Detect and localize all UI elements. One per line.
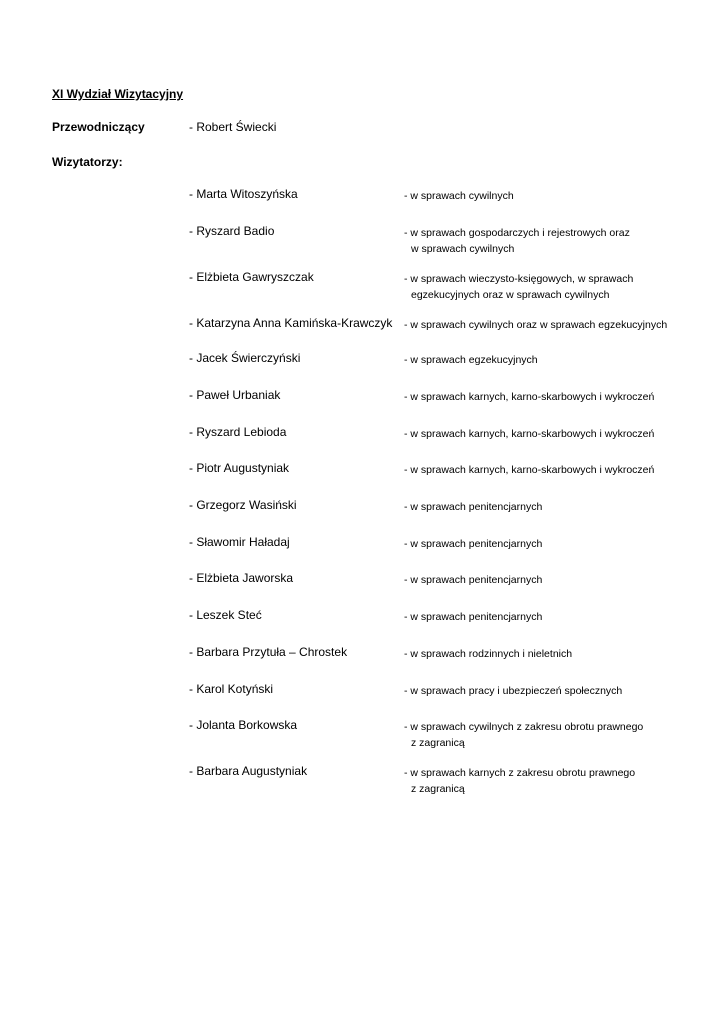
inspector-name: - Barbara Augustyniak (189, 764, 308, 778)
scope-line: - w sprawach karnych, karno-skarbowych i wykroczeń (404, 391, 655, 403)
scope-line-continued: z zagranicą (411, 737, 465, 749)
inspector-name: - Karol Kotyński (189, 682, 274, 696)
inspector-name: - Grzegorz Wasiński (189, 498, 297, 512)
inspector-name: - Katarzyna Anna Kamińska-Krawczyk (189, 316, 393, 330)
scope-line: - w sprawach penitencjarnych (404, 611, 543, 623)
scope-line-continued: egzekucyjnych oraz w sprawach cywilnych (411, 289, 610, 301)
inspector-scope (404, 317, 667, 333)
inspector-scope (404, 462, 654, 478)
inspector-name: - Ryszard Lebioda (189, 425, 287, 439)
scope-line-continued: z zagranicą (411, 783, 465, 795)
inspector-scope (404, 719, 643, 751)
scope-line: - w sprawach penitencjarnych (404, 501, 543, 513)
inspector-scope (404, 646, 572, 662)
inspector-name: - Leszek Steć (189, 608, 262, 622)
inspector-scope (404, 426, 654, 442)
inspector-name: - Barbara Przytuła – Chrostek (189, 645, 348, 659)
inspector-scope (404, 271, 633, 303)
scope-line: - w sprawach pracy i ubezpieczeń społecznych (404, 685, 623, 697)
inspector-name: - Paweł Urbaniak (189, 388, 281, 402)
inspector-scope (404, 572, 542, 588)
scope-line: - w sprawach egzekucyjnych (404, 354, 538, 366)
scope-line: - w sprawach karnych, karno-skarbowych i wykroczeń (404, 464, 655, 476)
inspector-name: - Elżbieta Jaworska (189, 571, 294, 585)
inspector-scope (404, 188, 514, 204)
scope-line: - w sprawach cywilnych oraz w sprawach egzekucyjnych (404, 319, 668, 331)
scope-line: - w sprawach karnych z zakresu obrotu prawnego (404, 767, 636, 779)
scope-line: - w sprawach cywilnych z zakresu obrotu prawnego (404, 721, 644, 733)
scope-line-continued: w sprawach cywilnych (411, 243, 515, 255)
inspector-scope (404, 499, 542, 515)
scope-line: - w sprawach wieczysto-księgowych, w sprawach (404, 273, 634, 285)
inspector-scope (404, 609, 542, 625)
inspector-name: - Ryszard Badio (189, 224, 275, 238)
scope-line: - w sprawach karnych, karno-skarbowych i wykroczeń (404, 428, 655, 440)
inspector-scope (404, 765, 635, 797)
chair-name: - Robert Świecki (189, 120, 277, 134)
scope-line: - w sprawach penitencjarnych (404, 538, 543, 550)
inspector-scope (404, 536, 542, 552)
chair-label: Przewodniczący (52, 120, 145, 134)
inspector-name: - Piotr Augustyniak (189, 461, 290, 475)
scope-line: - w sprawach cywilnych (404, 190, 514, 202)
inspector-name: - Jacek Świerczyński (189, 351, 301, 365)
inspector-name: - Sławomir Haładaj (189, 535, 290, 549)
inspector-scope (404, 683, 622, 699)
scope-line: - w sprawach penitencjarnych (404, 574, 543, 586)
inspector-scope (404, 389, 654, 405)
inspectors-label: Wizytatorzy: (52, 155, 123, 169)
inspector-scope (404, 225, 630, 257)
inspector-name: - Elżbieta Gawryszczak (189, 270, 314, 284)
inspector-scope (404, 352, 538, 368)
inspector-name: - Jolanta Borkowska (189, 718, 298, 732)
scope-line: - w sprawach gospodarczych i rejestrowych oraz (404, 227, 630, 239)
department-heading: XI Wydział Wizytacyjny (52, 87, 184, 101)
inspector-name: - Marta Witoszyńska (189, 187, 298, 201)
scope-line: - w sprawach rodzinnych i nieletnich (404, 648, 573, 660)
